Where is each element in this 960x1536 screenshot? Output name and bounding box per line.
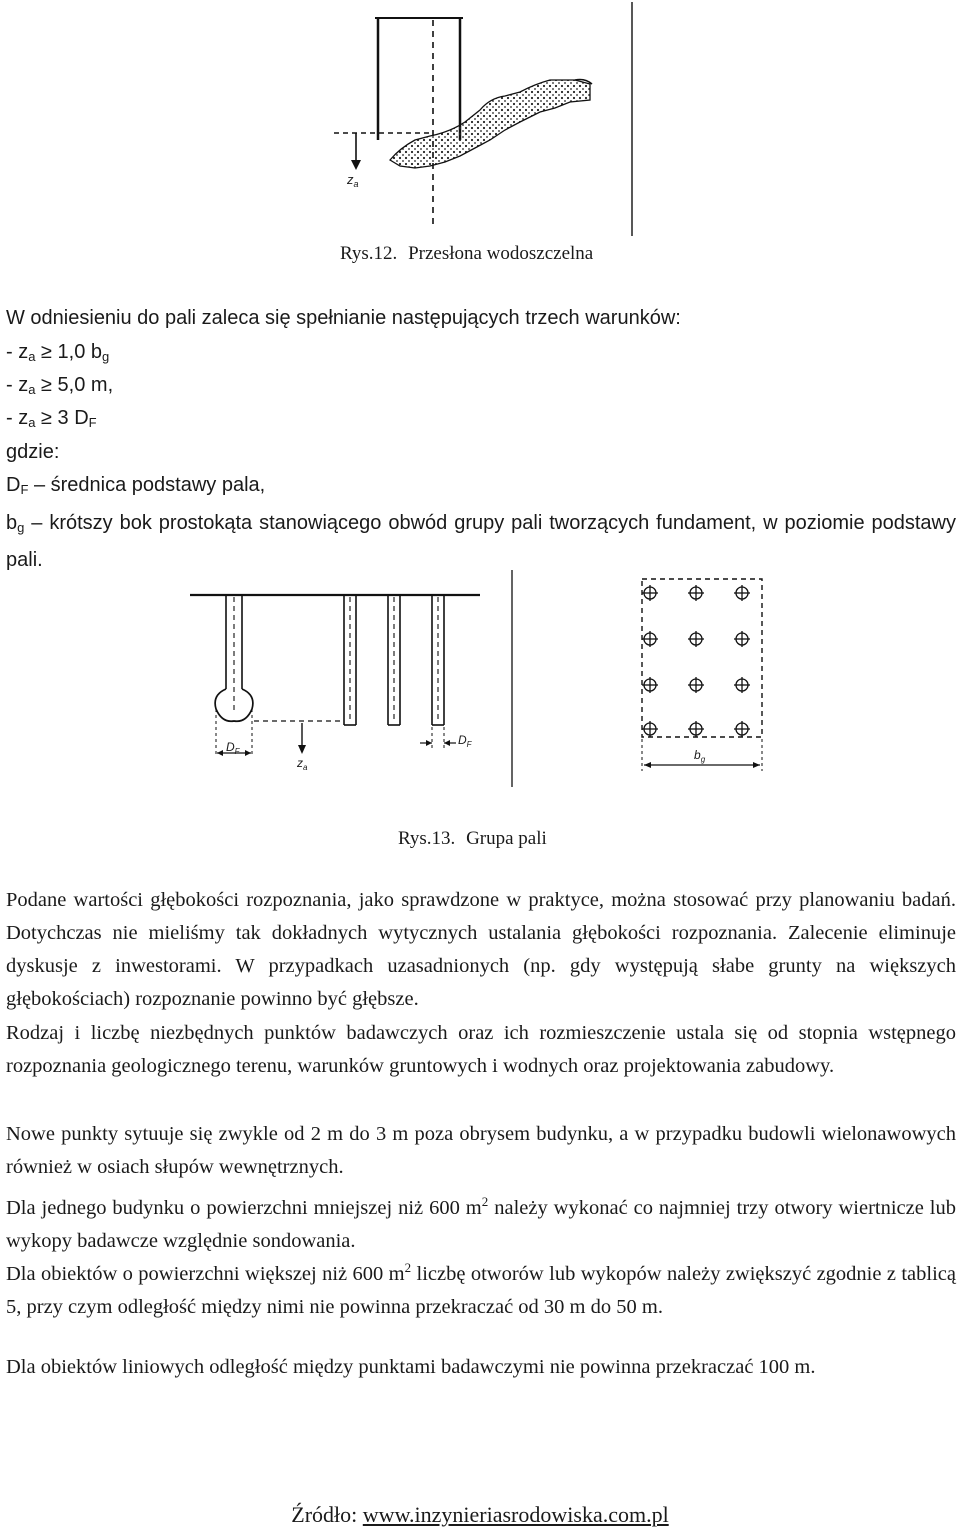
footer-label: Źródło: <box>291 1502 363 1527</box>
footer-source <box>0 1502 960 1528</box>
figure-12-caption <box>340 243 593 265</box>
paragraph-2: Rodzaj i liczbę niezbędnych punktów badawczych oraz ich rozmieszczenie ustala się od stopnia wstępnego rozpoznania geologicznego terenu, warunków gruntowych i wodnych oraz projektowania zabudowy. <box>6 1022 956 1077</box>
figure-12-caption-text: Przesłona wodoszczelna <box>408 243 594 264</box>
definition-df: $D_F$ – średnica podstawy pala, <box>6 474 266 497</box>
figure-13-df-label-left: $D_F$ <box>226 740 240 756</box>
paragraph-3: Nowe punkty sytuuje się zwykle od 2 m do 3 m poza obrysem budynku, a w przypadku budowli wielonawowych również w osiach słupów wewnętrznych. <box>6 1123 956 1178</box>
figure-12-diagram <box>320 0 640 240</box>
figure-13-caption-number: Rys.13. <box>398 828 456 849</box>
paragraph-4: Dla jednego budynku o powierzchni mniejszej niż 600 $m^2$ należy wykonać co najmniej trzy otwory wiertnicze lub wykopy badawcze względnie sondowania. <box>6 1194 956 1252</box>
condition-1: - $z_a \ge 1,0$ $b_g$ <box>6 341 110 364</box>
footer-link[interactable]: www.inzynieriasrodowiska.com.pl <box>362 1502 669 1527</box>
figure-13-za-label: $z_a$ <box>297 756 308 772</box>
paragraph-1: Podane wartości głębokości rozpoznania, jako sprawdzone w praktyce, można stosować przy planowaniu badań. Dotychczas nie mieliśmy tak dokładnych wytycznych ustalania głębokości rozpoznania. Zalecenie eliminuje dyskusje z inwestorami. W przypadkach uzasadnionych (np. gdy występują słabe grunty na większych głębokościach) rozpoznanie powinno być głębsze. <box>6 889 956 1010</box>
paragraph-5: Dla obiektów o powierzchni większej niż 600 $m^2$ liczbę otworów lub wykopów należy zwiększyć zgodnie z tablicą 5, przy czym odległość między nimi nie powinna przekraczać od 30 m do 50 m. <box>6 1260 956 1318</box>
paragraph-6: Dla obiektów liniowych odległość między punktami badawczymi nie powinna przekraczać 100 m. <box>6 1356 816 1378</box>
definition-bg: $b_g$ – krótszy bok prostokąta stanowiącego obwód grupy pali tworzących fundament, w poziomie podstawy pali. <box>6 512 956 571</box>
where-label: gdzie: <box>6 441 60 463</box>
figure-12-caption-number: Rys.12. <box>340 243 398 264</box>
figure-13-bg-label: $b_g$ <box>694 748 706 764</box>
condition-3: - $z_a \ge 3$ $D_F$ <box>6 407 97 430</box>
figure-13-caption <box>398 828 547 850</box>
condition-2: - $z_a \ge 5,0$ m, <box>6 374 114 397</box>
figure-13-caption-text: Grupa pali <box>466 828 547 849</box>
figure-12-za-label: $z_a$ <box>347 172 359 189</box>
conditions-intro: W odniesieniu do pali zaleca się spełnianie następujących trzech warunków: <box>6 307 681 329</box>
figure-13-df-label-right: $D_F$ <box>458 733 472 749</box>
figure-13-diagram <box>180 565 820 795</box>
